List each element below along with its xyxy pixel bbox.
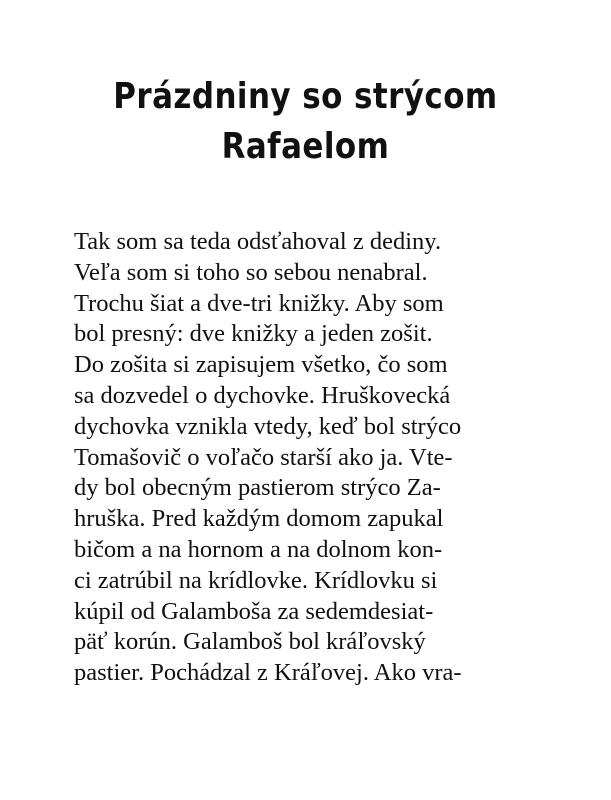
chapter-title-line-2: Rafaelom bbox=[221, 126, 390, 167]
body-line: dy bol obecným pastierom strýco Za- bbox=[74, 474, 441, 502]
body-line: päť korún. Galamboš bol kráľovský bbox=[74, 628, 426, 656]
body-line: dychovka vznikla vtedy, keď bol strýco bbox=[74, 412, 462, 440]
body-line: Tomašovič o voľačo starší ako ja. Vte- bbox=[74, 443, 453, 471]
body-line: pastier. Pochádzal z Kráľovej. Ako vra- bbox=[74, 659, 462, 687]
body-line: Do zošita si zapisujem všetko, čo som bbox=[74, 351, 448, 379]
body-line: Trochu šiat a dve-tri knižky. Aby som bbox=[74, 289, 444, 317]
body-line: kúpil od Galamboša za sedemdesiat- bbox=[74, 597, 434, 625]
chapter-title-line-1: Prázdniny so strýcom bbox=[113, 76, 498, 117]
chapter-title bbox=[43, 72, 568, 172]
body-line: bičom a na hornom a na dolnom kon- bbox=[74, 535, 443, 563]
body-paragraph bbox=[74, 227, 544, 689]
body-line: Tak som sa teda odsťahoval z dediny. bbox=[74, 228, 442, 255]
body-line: hruška. Pred každým domom zapukal bbox=[74, 505, 444, 533]
body-line: sa dozvedel o dychovke. Hruškovecká bbox=[74, 381, 451, 409]
body-line: ci zatrúbil na krídlovke. Krídlovku si bbox=[74, 566, 438, 594]
body-line: bol presný: dve knižky a jeden zošit. bbox=[74, 320, 433, 348]
body-line: Veľa som si toho so sebou nenabral. bbox=[74, 258, 428, 286]
